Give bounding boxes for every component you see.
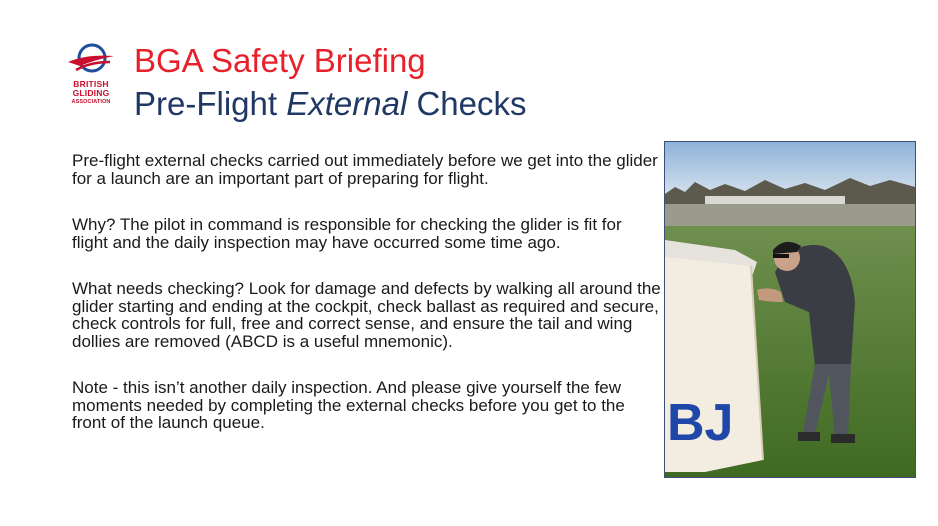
- subtitle-italic-part: External: [286, 85, 408, 122]
- glider-swirl-icon: [66, 40, 116, 78]
- subtitle-part-1: Pre-Flight: [134, 85, 287, 122]
- distant-hangars: [705, 196, 845, 204]
- paragraph-intro: Pre-flight external checks carried out immediately before we get into the glider for a launch are an important part of preparing for flight.: [72, 151, 658, 188]
- paragraph-why: Why? The pilot in command is responsible for checking the glider is fit for flight and the daily inspection may have occurred some time ago.: [72, 215, 622, 252]
- glider-registration: BJ: [667, 394, 734, 452]
- body-text: [72, 152, 662, 461]
- photo-illustration: [665, 142, 915, 477]
- runway: [665, 204, 915, 226]
- glider-check-photo: [664, 141, 916, 478]
- paragraph-what: What needs checking? Look for damage and defects by walking all around the glider starting and ending at the cockpit, check ballast as required and secure, check controls for full, free and correct sense, and ensure the tail and wing dollies are removed (ABCD is a useful mnemonic).: [72, 279, 661, 351]
- bga-logo: [58, 40, 124, 118]
- subtitle-part-3: Checks: [407, 85, 527, 122]
- paragraph-note: Note - this isn’t another daily inspection. And please give yourself the few moments needed by completing the external checks before you get to the front of the launch queue.: [72, 378, 625, 432]
- logo-line-british: BRITISH: [73, 79, 109, 89]
- slide-title: BGA Safety Briefing: [134, 42, 426, 79]
- slide-subtitle: [134, 84, 527, 124]
- logo-wordmark: [58, 80, 124, 106]
- logo-line-gliding: GLIDING: [72, 88, 110, 98]
- logo-line-association: ASSOCIATION: [71, 99, 111, 105]
